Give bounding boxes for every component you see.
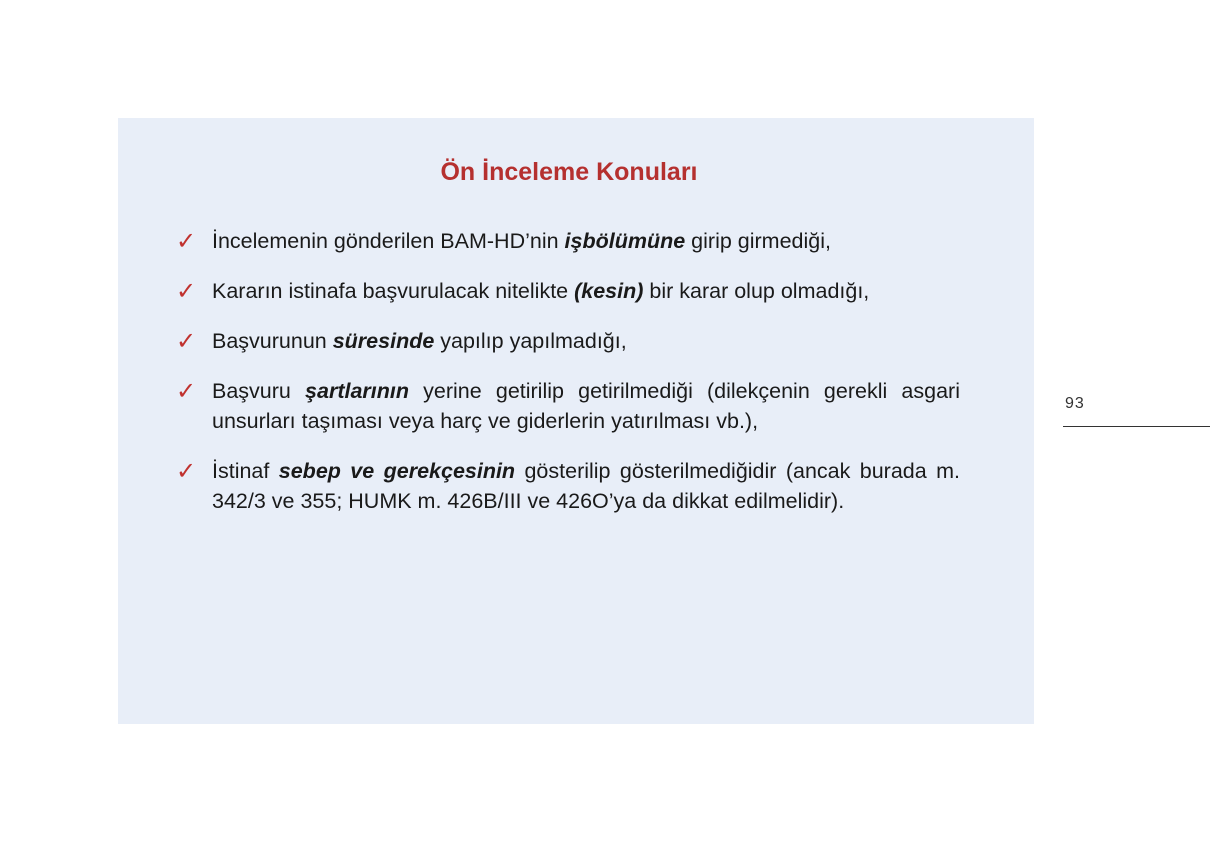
text-segment: İstinaf [212, 459, 279, 483]
emphasized-text: süresinde [332, 329, 435, 353]
list-item [174, 376, 960, 436]
emphasized-text: şartlarının [305, 379, 409, 403]
list-item-text [212, 329, 627, 353]
text-segment: Başvurunun [212, 329, 333, 353]
text-segment: yerine getirilip getirilmediği (dilekçenin gerekli asgari unsurları taşıması veya harç ve giderlerin yatırılması vb.), [212, 379, 960, 433]
emphasized-text: (kesin) [574, 279, 644, 303]
checkmark-icon: ✓ [176, 457, 197, 485]
list-item-text [212, 279, 869, 303]
topic-list [174, 226, 960, 536]
checkmark-icon: ✓ [176, 227, 197, 255]
text-segment: girip girmediği, [685, 229, 831, 253]
list-item [174, 326, 960, 356]
emphasized-text: işbölümüne [564, 229, 686, 253]
checkmark-icon: ✓ [176, 377, 197, 405]
slide-title: Ön İnceleme Konuları [440, 158, 698, 186]
page-number: 93 [1065, 395, 1085, 412]
list-item-text [212, 229, 831, 253]
list-item [174, 456, 960, 516]
list-item-text [212, 459, 960, 513]
text-segment: gösterilip gösterilmediğidir (ancak burada m. 342/3 ve 355; HUMK m. 426B/III ve 426O’ya da dikkat edilmelidir). [212, 459, 960, 513]
text-segment: Kararın istinafa başvurulacak nitelikte [212, 279, 575, 303]
checkmark-icon: ✓ [176, 277, 197, 305]
slide-panel [118, 118, 1034, 724]
text-segment: bir karar olup olmadığı, [643, 279, 870, 303]
list-item [174, 276, 960, 306]
list-item-text [212, 379, 960, 433]
text-segment: İncelemenin gönderilen BAM-HD’nin [212, 229, 565, 253]
text-segment: Başvuru [212, 379, 306, 403]
text-segment: yapılıp yapılmadığı, [434, 329, 627, 353]
list-item [174, 226, 960, 256]
page-number-rule [1063, 426, 1210, 427]
emphasized-text: sebep ve gerekçesinin [278, 459, 516, 483]
checkmark-icon: ✓ [176, 327, 197, 355]
